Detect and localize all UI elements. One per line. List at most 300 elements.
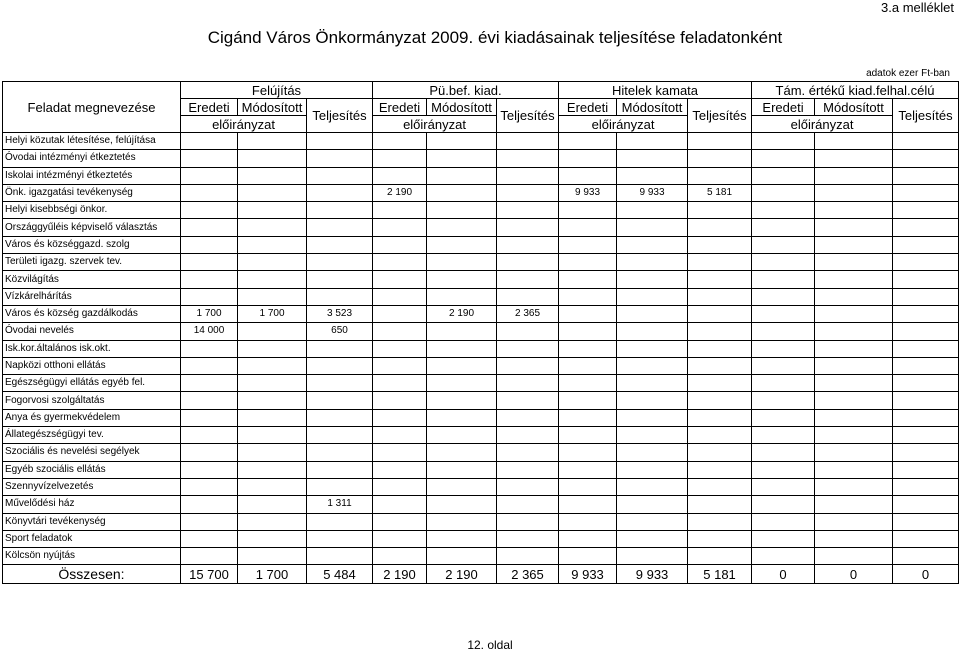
- table-cell: [617, 409, 688, 426]
- fulfilment-header: Teljesítés: [497, 99, 559, 133]
- table-cell: [688, 444, 752, 461]
- table-cell: [815, 496, 893, 513]
- table-cell: [617, 427, 688, 444]
- table-cell: [497, 357, 559, 374]
- table-cell: [427, 513, 497, 530]
- table-cell: [238, 513, 307, 530]
- table-cell: [373, 392, 427, 409]
- table-cell: [617, 461, 688, 478]
- table-cell: [893, 461, 959, 478]
- table-row: [3, 150, 959, 167]
- table-row: [3, 271, 959, 288]
- table-cell: [373, 357, 427, 374]
- row-label: Szociális és nevelési segélyek: [3, 444, 181, 461]
- table-cell: [427, 254, 497, 271]
- table-cell: [815, 444, 893, 461]
- total-cell: 0: [752, 565, 815, 584]
- table-cell: [427, 323, 497, 340]
- table-cell: [559, 513, 617, 530]
- table-cell: [373, 444, 427, 461]
- appropriation-header: előirányzat: [181, 116, 307, 133]
- table-cell: [752, 202, 815, 219]
- table-cell: [815, 478, 893, 495]
- page-title: Cigánd Város Önkormányzat 2009. évi kiadásainak teljesítése feladatonként: [207, 28, 783, 47]
- total-cell: 9 933: [617, 565, 688, 584]
- table-cell: [238, 184, 307, 201]
- table-cell: [893, 236, 959, 253]
- table-cell: [617, 530, 688, 547]
- total-cell: 0: [815, 565, 893, 584]
- table-cell: [893, 184, 959, 201]
- table-cell: [893, 427, 959, 444]
- table-cell: [893, 305, 959, 322]
- table-cell: [559, 427, 617, 444]
- table-row: [3, 254, 959, 271]
- table-cell: 1 311: [307, 496, 373, 513]
- row-label: Óvodai nevelés: [3, 323, 181, 340]
- table-cell: [559, 254, 617, 271]
- table-cell: [688, 323, 752, 340]
- table-cell: [497, 548, 559, 565]
- table-cell: [238, 427, 307, 444]
- table-cell: [752, 409, 815, 426]
- table-cell: [559, 271, 617, 288]
- table-cell: [688, 530, 752, 547]
- table-cell: [688, 254, 752, 271]
- table-cell: [307, 513, 373, 530]
- table-cell: [497, 184, 559, 201]
- table-cell: [427, 202, 497, 219]
- row-label: Anya és gyermekvédelem: [3, 409, 181, 426]
- table-cell: [688, 513, 752, 530]
- table-cell: [497, 271, 559, 288]
- table-cell: [559, 478, 617, 495]
- table-cell: [688, 357, 752, 374]
- table-cell: [181, 496, 238, 513]
- table-cell: [752, 340, 815, 357]
- total-cell: 5 181: [688, 565, 752, 584]
- table-cell: [617, 548, 688, 565]
- table-cell: [427, 444, 497, 461]
- table-row: [3, 184, 959, 201]
- table-cell: [497, 409, 559, 426]
- row-label: Óvodai intézményi étkeztetés: [3, 150, 181, 167]
- table-cell: [238, 548, 307, 565]
- table-cell: [752, 444, 815, 461]
- table-cell: [559, 375, 617, 392]
- table-cell: [752, 236, 815, 253]
- table-cell: [893, 271, 959, 288]
- table-cell: [373, 305, 427, 322]
- table-row: [3, 513, 959, 530]
- table-cell: [752, 478, 815, 495]
- group-header-loan-interest: Hitelek kamata: [559, 82, 752, 99]
- table-cell: [238, 461, 307, 478]
- table-cell: [427, 409, 497, 426]
- table-cell: [559, 496, 617, 513]
- table-cell: [559, 288, 617, 305]
- table-cell: [427, 236, 497, 253]
- table-cell: [181, 150, 238, 167]
- table-cell: [559, 340, 617, 357]
- table-cell: [238, 444, 307, 461]
- table-cell: [181, 530, 238, 547]
- table-cell: [307, 219, 373, 236]
- table-cell: [815, 548, 893, 565]
- table-cell: [688, 133, 752, 150]
- table-cell: [815, 323, 893, 340]
- table-cell: [559, 357, 617, 374]
- table-cell: [181, 513, 238, 530]
- table-cell: [373, 340, 427, 357]
- table-row: [3, 496, 959, 513]
- units-note: adatok ezer Ft-ban: [866, 68, 950, 79]
- table-cell: [373, 513, 427, 530]
- table-cell: [815, 340, 893, 357]
- table-cell: [427, 496, 497, 513]
- total-cell: 5 484: [307, 565, 373, 584]
- table-cell: 1 700: [238, 305, 307, 322]
- table-cell: [427, 288, 497, 305]
- table-cell: [752, 150, 815, 167]
- row-label: Könyvtári tevékenység: [3, 513, 181, 530]
- table-cell: [815, 392, 893, 409]
- table-cell: [688, 150, 752, 167]
- table-cell: [815, 357, 893, 374]
- table-cell: [427, 392, 497, 409]
- table-cell: [181, 340, 238, 357]
- table-cell: [815, 133, 893, 150]
- table-cell: [688, 219, 752, 236]
- table-cell: [373, 461, 427, 478]
- table-cell: [617, 236, 688, 253]
- row-label: Isk.kor.általános isk.okt.: [3, 340, 181, 357]
- table-cell: [752, 496, 815, 513]
- table-cell: [893, 219, 959, 236]
- appropriation-header: előirányzat: [559, 116, 688, 133]
- row-label: Országgyűléis képviselő választás: [3, 219, 181, 236]
- table-cell: [815, 305, 893, 322]
- table-cell: [752, 288, 815, 305]
- table-cell: [373, 288, 427, 305]
- table-cell: [238, 375, 307, 392]
- table-cell: [307, 288, 373, 305]
- table-cell: [373, 150, 427, 167]
- table-cell: [181, 236, 238, 253]
- table-cell: [815, 409, 893, 426]
- table-cell: [815, 236, 893, 253]
- group-header-renovation: Felújítás: [181, 82, 373, 99]
- group-header-financial-investment: Pü.bef. kiad.: [373, 82, 559, 99]
- table-cell: [181, 409, 238, 426]
- table-cell: [688, 478, 752, 495]
- row-label: Önk. igazgatási tevékenység: [3, 184, 181, 201]
- table-row: [3, 340, 959, 357]
- table-cell: [427, 271, 497, 288]
- row-label: Szennyvízelvezetés: [3, 478, 181, 495]
- table-cell: [373, 548, 427, 565]
- table-cell: [815, 427, 893, 444]
- appropriation-header: előirányzat: [373, 116, 497, 133]
- table-cell: [238, 167, 307, 184]
- table-cell: [617, 305, 688, 322]
- table-cell: [815, 375, 893, 392]
- table-cell: [181, 254, 238, 271]
- table-cell: [559, 409, 617, 426]
- row-label: Kölcsön nyújtás: [3, 548, 181, 565]
- table-cell: [373, 271, 427, 288]
- table-cell: [307, 478, 373, 495]
- table-cell: [617, 219, 688, 236]
- row-label: Fogorvosi szolgáltatás: [3, 392, 181, 409]
- table-cell: [307, 271, 373, 288]
- table-cell: [307, 444, 373, 461]
- table-cell: [181, 392, 238, 409]
- total-cell: 9 933: [559, 565, 617, 584]
- table-cell: [307, 530, 373, 547]
- fulfilment-header: Teljesítés: [893, 99, 959, 133]
- table-cell: [559, 150, 617, 167]
- table-cell: [307, 340, 373, 357]
- table-cell: [497, 427, 559, 444]
- table-cell: [752, 548, 815, 565]
- table-cell: [427, 133, 497, 150]
- table-row: [3, 444, 959, 461]
- row-label: Területi igazg. szervek tev.: [3, 254, 181, 271]
- table-cell: 2 365: [497, 305, 559, 322]
- table-cell: 3 523: [307, 305, 373, 322]
- table-cell: [752, 513, 815, 530]
- table-cell: [427, 461, 497, 478]
- original-header-top: Eredeti: [373, 99, 427, 116]
- table-cell: [815, 202, 893, 219]
- table-cell: [427, 167, 497, 184]
- table-cell: [497, 461, 559, 478]
- table-cell: [815, 461, 893, 478]
- table-cell: [497, 392, 559, 409]
- row-label: Egészségügyi ellátás egyéb fel.: [3, 375, 181, 392]
- table-cell: [815, 530, 893, 547]
- table-cell: [617, 375, 688, 392]
- table-row: [3, 236, 959, 253]
- table-cell: [617, 392, 688, 409]
- table-cell: [688, 271, 752, 288]
- table-row: [3, 548, 959, 565]
- table-cell: [893, 254, 959, 271]
- table-cell: [181, 271, 238, 288]
- table-row: [3, 478, 959, 495]
- table-cell: [617, 202, 688, 219]
- table-cell: [373, 530, 427, 547]
- table-cell: [307, 548, 373, 565]
- table-cell: [617, 496, 688, 513]
- table-cell: [238, 323, 307, 340]
- modified-header-top: Módosított: [427, 99, 497, 116]
- table-cell: [815, 167, 893, 184]
- table-row: [3, 392, 959, 409]
- table-cell: [688, 202, 752, 219]
- table-cell: [893, 150, 959, 167]
- table-cell: [181, 167, 238, 184]
- table-cell: [307, 236, 373, 253]
- table-cell: [497, 288, 559, 305]
- table-cell: [181, 288, 238, 305]
- table-cell: [893, 375, 959, 392]
- table-cell: [181, 444, 238, 461]
- table-cell: [752, 427, 815, 444]
- table-cell: [238, 254, 307, 271]
- table-cell: [752, 167, 815, 184]
- table-cell: [752, 133, 815, 150]
- table-cell: [559, 167, 617, 184]
- table-cell: [181, 184, 238, 201]
- table-cell: [688, 167, 752, 184]
- table-cell: [559, 305, 617, 322]
- table-cell: [238, 530, 307, 547]
- table-cell: [688, 288, 752, 305]
- table-cell: [497, 202, 559, 219]
- table-cell: [893, 513, 959, 530]
- table-cell: [307, 375, 373, 392]
- table-cell: [617, 357, 688, 374]
- table-cell: [752, 530, 815, 547]
- table-cell: [559, 444, 617, 461]
- table-cell: [815, 254, 893, 271]
- table-cell: [181, 202, 238, 219]
- row-label: Sport feladatok: [3, 530, 181, 547]
- table-cell: [373, 496, 427, 513]
- table-cell: [752, 219, 815, 236]
- row-label: Város és községgazd. szolg: [3, 236, 181, 253]
- table-cell: [893, 133, 959, 150]
- row-label: Város és község gazdálkodás: [3, 305, 181, 322]
- table-cell: [497, 167, 559, 184]
- table-cell: [373, 254, 427, 271]
- table-cell: [497, 375, 559, 392]
- table-cell: [238, 236, 307, 253]
- table-cell: [617, 323, 688, 340]
- table-cell: [373, 375, 427, 392]
- table-cell: [617, 513, 688, 530]
- table-cell: [559, 392, 617, 409]
- table-cell: [559, 548, 617, 565]
- table-cell: [373, 133, 427, 150]
- total-cell: 2 365: [497, 565, 559, 584]
- table-cell: [181, 219, 238, 236]
- table-cell: [238, 202, 307, 219]
- table-cell: [427, 548, 497, 565]
- table-cell: [497, 513, 559, 530]
- table-cell: [815, 271, 893, 288]
- table-cell: [617, 133, 688, 150]
- table-cell: [307, 133, 373, 150]
- row-label: Helyi közutak létesítése, felújítása: [3, 133, 181, 150]
- table-cell: [373, 409, 427, 426]
- table-cell: [815, 513, 893, 530]
- table-cell: [497, 150, 559, 167]
- table-cell: [617, 288, 688, 305]
- table-row: [3, 202, 959, 219]
- table-cell: [181, 375, 238, 392]
- row-label: Egyéb szociális ellátás: [3, 461, 181, 478]
- table-row: [3, 288, 959, 305]
- table-cell: [238, 478, 307, 495]
- table-cell: 650: [307, 323, 373, 340]
- table-cell: [688, 392, 752, 409]
- table-cell: [752, 305, 815, 322]
- table-cell: [307, 409, 373, 426]
- task-column-header: Feladat megnevezése: [3, 82, 181, 133]
- table-cell: [893, 530, 959, 547]
- table-cell: [559, 219, 617, 236]
- total-cell: 15 700: [181, 565, 238, 584]
- table-cell: [893, 409, 959, 426]
- table-cell: [752, 323, 815, 340]
- table-cell: [238, 219, 307, 236]
- table-cell: [373, 478, 427, 495]
- page-number: 12. oldal: [467, 638, 513, 652]
- table-cell: [617, 167, 688, 184]
- header-group-row: [3, 82, 959, 99]
- table-cell: [307, 167, 373, 184]
- total-cell: 2 190: [373, 565, 427, 584]
- total-cell: 0: [893, 565, 959, 584]
- table-cell: [893, 202, 959, 219]
- table-cell: [181, 478, 238, 495]
- table-cell: [181, 357, 238, 374]
- table-cell: [617, 271, 688, 288]
- row-label: Vízkárelhárítás: [3, 288, 181, 305]
- total-label: Összesen:: [3, 565, 181, 584]
- table-cell: [617, 340, 688, 357]
- table-cell: [497, 478, 559, 495]
- table-cell: [893, 496, 959, 513]
- table-row: [3, 133, 959, 150]
- table-cell: [617, 150, 688, 167]
- table-cell: [373, 427, 427, 444]
- table-cell: [815, 184, 893, 201]
- table-cell: [688, 427, 752, 444]
- table-row: [3, 305, 959, 322]
- annex-label: 3.a melléklet: [881, 0, 954, 15]
- table-cell: [307, 427, 373, 444]
- table-cell: [559, 461, 617, 478]
- table-cell: [893, 357, 959, 374]
- table-cell: [688, 305, 752, 322]
- table-cell: [893, 478, 959, 495]
- table-cell: [427, 530, 497, 547]
- table-cell: [427, 150, 497, 167]
- table-cell: [893, 392, 959, 409]
- table-cell: [238, 271, 307, 288]
- table-cell: [427, 357, 497, 374]
- row-label: Napközi otthoni ellátás: [3, 357, 181, 374]
- table-row: [3, 530, 959, 547]
- original-header-top: Eredeti: [752, 99, 815, 116]
- table-cell: [181, 133, 238, 150]
- table-row: [3, 357, 959, 374]
- table-cell: [427, 427, 497, 444]
- table-cell: [373, 167, 427, 184]
- table-row: [3, 427, 959, 444]
- table-cell: 2 190: [427, 305, 497, 322]
- table-cell: [497, 219, 559, 236]
- table-cell: [815, 150, 893, 167]
- table-cell: [559, 530, 617, 547]
- table-cell: [752, 254, 815, 271]
- table-cell: [893, 323, 959, 340]
- total-row: [3, 565, 959, 584]
